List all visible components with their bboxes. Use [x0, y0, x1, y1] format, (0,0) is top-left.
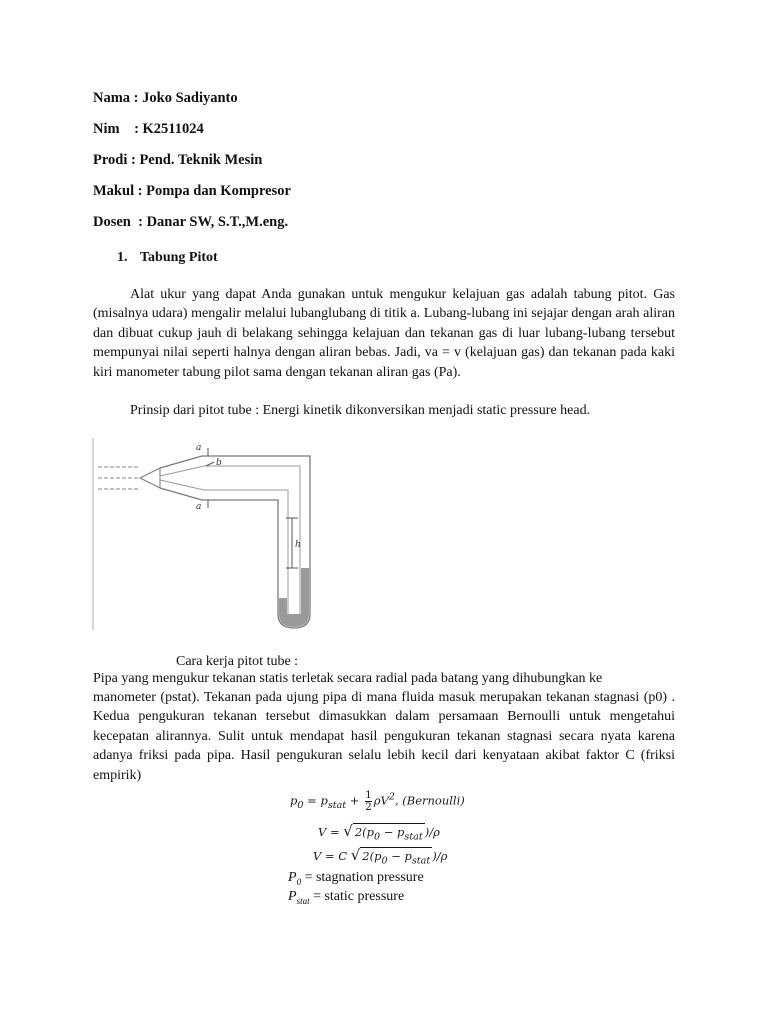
eq3-c: C: [338, 849, 348, 863]
sqrt-icon: √: [350, 846, 361, 864]
eq2-close: )/ρ: [424, 825, 440, 839]
hole-marker-b: [206, 462, 214, 466]
equation-velocity: [318, 822, 440, 842]
eq1-p0: p: [290, 793, 298, 808]
eq1-rho-v: ρV: [373, 793, 389, 808]
eq3-v: V: [313, 849, 322, 863]
paragraph-prinsip: Prinsip dari pitot tube : Energi kinetik dikonversikan menjadi static pressure head.: [130, 403, 591, 418]
label-a-top: a: [196, 443, 202, 453]
eq3-close: )/ρ: [432, 849, 448, 863]
eq3-equals: =: [324, 849, 335, 863]
def-pstat-symbol: P: [288, 889, 297, 904]
flow-arrows: [98, 467, 138, 489]
equation-velocity-c: [313, 846, 447, 866]
def-p0-sub: 0: [296, 876, 302, 887]
label-a-bottom: a: [196, 502, 202, 512]
eq3-sub0: 0: [381, 855, 388, 867]
outer-tube-bottom: [160, 488, 278, 614]
def-p0-symbol: P: [288, 870, 297, 885]
header-makul: Makul : Pompa dan Kompresor: [93, 183, 291, 199]
eq1-denominator: 2: [365, 801, 372, 813]
pitot-tube-diagram: [92, 438, 324, 632]
eq3-substat: stat: [411, 855, 431, 867]
eq2-sub0: 0: [374, 831, 381, 843]
eq1-pstat-sub: stat: [327, 799, 347, 811]
pitot-nose: [140, 468, 160, 488]
eq2-minus: − p: [380, 825, 405, 839]
eq3-minus: − p: [387, 849, 412, 863]
paragraph-intro: Alat ukur yang dapat Anda gunakan untuk mengukur kelajuan gas adalah tabung pitot. Gas (misalnya udara) mengalir melalui lubanglubang di titik a. Lubang-lubang ini sejajar dengan arah aliran dan dibuat cukup jauh di belakang sehingga kelajuan dan tekanan gas di luar lubang-lubang tersebut mempunyai nilai seperti halnya dengan aliran bebas. Jadi, va = v (kelajuan gas) dan tekanan pada kaki kiri manometer tabung pilot sama dengan tekanan aliran gas (Pa).: [93, 287, 675, 380]
header-nama: Nama : Joko Sadiyanto: [93, 90, 238, 106]
inner-tube-top: [160, 466, 300, 614]
eq2-v: V: [318, 825, 327, 839]
eq3-radicand: [360, 847, 432, 867]
eq1-square: 2: [388, 791, 395, 803]
eq1-p0-sub: 0: [297, 799, 304, 811]
eq1-numerator: 1: [365, 789, 372, 801]
paragraph-cara-line1: Pipa yang mengukur tekanan statis terletak secara radial pada batang yang dihubungkan ke: [93, 671, 603, 686]
def-pstat-text: = static pressure: [309, 889, 405, 904]
section-heading: [117, 249, 218, 267]
header-prodi: Prodi : Pend. Teknik Mesin: [93, 152, 263, 168]
eq1-pstat: p: [320, 793, 328, 808]
eq2-substat: stat: [404, 831, 423, 843]
eq2-equals: =: [329, 825, 340, 839]
manometer-fluid-left: [279, 598, 287, 614]
eq1-equals: =: [307, 793, 317, 808]
manometer-fluid-right: [301, 568, 309, 614]
eq1-fraction: [365, 790, 372, 813]
figure-caption: Cara kerja pitot tube :: [176, 654, 299, 669]
eq2-radicand: [353, 823, 425, 843]
label-b: b: [216, 458, 222, 468]
def-pstat-sub: stat: [296, 895, 310, 906]
section-number: 1.: [117, 250, 128, 265]
header-dosen: Dosen : Danar SW, S.T.,M.eng.: [93, 214, 289, 230]
eq2-inner: 2(p: [354, 825, 374, 839]
eq1-bernoulli-note: , (Bernoulli): [394, 793, 465, 808]
equation-bernoulli: [290, 790, 465, 813]
label-h: h: [295, 540, 301, 550]
definition-pstat: [288, 888, 404, 910]
eq3-inner: 2(p: [362, 849, 382, 863]
paragraph-cara: manometer (pstat). Tekanan pada ujung pipa di mana fluida masuk merupakan tekanan stagnasi (p0) . Kedua pengukuran tekanan tersebut dimasukkan dalam persamaan Bernoulli untuk mengetahui kecepatan alirannya. Sulit untuk mendapat hasil pengukuran tekanan stagnasi secara nyata karena adanya friksi pada pipa. Hasil pengukuran selalu lebih kecil dari kenyataan akibat faktor C (friksi empirik): [93, 690, 675, 783]
sqrt-icon: √: [343, 822, 353, 840]
def-p0-text: = stagnation pressure: [301, 870, 424, 885]
section-title: Tabung Pitot: [140, 250, 218, 265]
header-nim: Nim : K2511024: [93, 121, 204, 137]
eq1-plus: +: [349, 793, 360, 808]
